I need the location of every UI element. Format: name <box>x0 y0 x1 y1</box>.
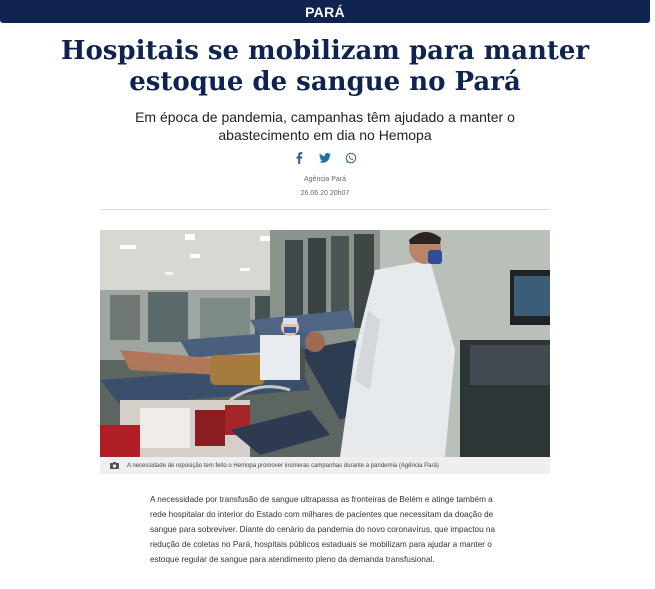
article-headline: Hospitais se mobilizam para manter estoque de sangue no Pará <box>60 36 590 97</box>
article-source: Agência Pará <box>303 176 347 183</box>
divider <box>100 209 550 210</box>
article-photo <box>100 230 550 457</box>
section-label[interactable]: PARÁ <box>305 3 345 20</box>
twitter-icon[interactable] <box>319 152 331 164</box>
share-bar <box>0 152 650 164</box>
facebook-icon[interactable] <box>293 152 305 164</box>
article-date: 26.06.20 20h07 <box>300 190 350 197</box>
photo-illustration <box>100 230 550 457</box>
article-subheadline: Em época de pandemia, campanhas têm ajudado a manter o abastecimento em dia no Hemopa <box>135 109 515 143</box>
whatsapp-icon[interactable] <box>345 152 357 164</box>
photo-caption: A necessidade de reposição tem feito o Hemopa promover inúmeras campanhas durante a pandemia (Agência Pará) <box>127 462 439 469</box>
camera-icon <box>110 462 119 469</box>
article-body-paragraph: A necessidade por transfusão de sangue ultrapassa as fronteiras de Belém e atinge também a rede hospitalar do interior do Estado com milhares de pacientes que necessitam da doação de sangue para sobreviver. Diante do cenário da pandemia do novo coronavírus, que impactou na redução de coletas no Pará, hospitais públicos estaduais se mobilizam para ajudar a manter o estoque regular de sangue para atendimento pleno da demanda transfusional. <box>150 495 496 564</box>
photo-caption-bar <box>100 457 550 474</box>
section-header-bar[interactable] <box>0 0 650 23</box>
